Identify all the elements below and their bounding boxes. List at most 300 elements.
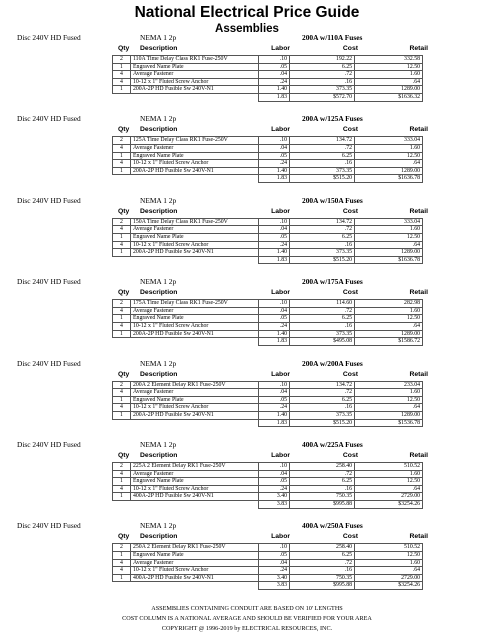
item-description: Engraved Name Plate [131, 551, 259, 559]
table-row [113, 63, 423, 71]
section-category: Disc 240V HD Fused [17, 439, 81, 449]
item-cost: .16 [290, 404, 355, 412]
item-qty: 4 [113, 485, 131, 493]
item-labor: .10 [259, 462, 290, 470]
table-row [113, 307, 423, 315]
item-description: 110A Time Delay Class RK1 Fuse-250V [131, 56, 259, 64]
item-description: Average Fastener [131, 389, 259, 397]
section-category: Disc 240V HD Fused [17, 277, 81, 287]
col-cost: Cost [342, 289, 358, 297]
item-labor: .05 [259, 152, 290, 160]
item-description: 10-12 x 1" Fluted Screw Anchor [131, 322, 259, 330]
col-retail: Retail [409, 45, 428, 52]
item-description: 175A Time Delay Class RK1 Fuse-250V [131, 300, 259, 308]
col-labor: Labor [271, 207, 290, 215]
item-description: 400A-2P HD Fusible Sw 240V-N1 [131, 574, 259, 582]
section-name: 200A w/125A Fuses [302, 114, 363, 124]
items-table [112, 299, 423, 346]
item-cost: .16 [290, 485, 355, 493]
col-retail: Retail [409, 126, 428, 134]
col-qty: Qty [118, 370, 130, 378]
total-retail: $3254.26 [355, 582, 423, 590]
table-row [113, 315, 423, 323]
item-description: 10-12 x 1" Fluted Screw Anchor [131, 78, 259, 86]
item-cost: .16 [290, 567, 355, 575]
column-headers [0, 371, 494, 380]
col-labor: Labor [271, 533, 290, 541]
item-qty: 1 [113, 493, 131, 501]
item-description: 150A Time Delay Class RK1 Fuse-250V [131, 218, 259, 226]
total-labor: 3.83 [259, 582, 290, 590]
item-labor: .10 [259, 381, 290, 389]
table-row [113, 411, 423, 419]
col-qty: Qty [118, 45, 130, 52]
item-labor: .04 [259, 307, 290, 315]
assembly-section [0, 276, 494, 357]
col-cost: Cost [342, 126, 358, 134]
table-row [113, 226, 423, 234]
item-qty: 4 [113, 78, 131, 86]
item-qty: 1 [113, 86, 131, 94]
table-row [113, 233, 423, 241]
item-qty: 4 [113, 567, 131, 575]
table-row [113, 493, 423, 501]
footer-note-cost: COST COLUMN IS A NATIONAL AVERAGE AND SHOULD BE VERIFIED FOR YOUR AREA [122, 615, 372, 622]
table-row [113, 462, 423, 470]
item-cost: .72 [290, 144, 355, 152]
item-qty: 4 [113, 404, 131, 412]
items-table [112, 381, 423, 428]
item-cost: .16 [290, 78, 355, 86]
item-labor: .04 [259, 389, 290, 397]
item-labor: 1.40 [259, 249, 290, 257]
col-cost: Cost [342, 370, 358, 378]
total-cost: $515.20 [290, 256, 355, 264]
item-labor: .10 [259, 56, 290, 64]
item-cost: 373.35 [290, 249, 355, 257]
item-retail: 1289.00 [355, 411, 423, 419]
col-description: Description [140, 451, 178, 459]
section-nema: NEMA 1 2p [140, 195, 177, 205]
column-headers [0, 289, 494, 298]
item-labor: 1.40 [259, 86, 290, 94]
item-qty: 1 [113, 478, 131, 486]
table-row [113, 56, 423, 64]
item-description: 10-12 x 1" Fluted Screw Anchor [131, 241, 259, 249]
section-category: Disc 240V HD Fused [17, 521, 81, 531]
col-description: Description [140, 533, 178, 541]
item-description: Average Fastener [131, 144, 259, 152]
item-labor: .24 [259, 404, 290, 412]
total-row [113, 582, 423, 590]
item-retail: 1289.00 [355, 86, 423, 94]
item-qty: 4 [113, 144, 131, 152]
total-retail: $1636.78 [355, 175, 423, 183]
item-retail: 333.04 [355, 137, 423, 145]
item-description: 10-12 x 1" Fluted Screw Anchor [131, 485, 259, 493]
item-qty: 4 [113, 559, 131, 567]
assembly-section [0, 195, 494, 276]
footer-note-conduit: ASSEMBLIES CONTAINING CONDUIT ARE BASED ON 10' LENGTHS [151, 605, 343, 612]
column-headers [0, 208, 494, 217]
section-category: Disc 240V HD Fused [17, 33, 81, 42]
item-description: Engraved Name Plate [131, 315, 259, 323]
total-retail: $1636.32 [355, 93, 423, 101]
item-labor: .10 [259, 544, 290, 552]
item-cost: 192.22 [290, 56, 355, 64]
table-row [113, 152, 423, 160]
col-qty: Qty [118, 533, 130, 541]
total-row [113, 256, 423, 264]
item-description: Engraved Name Plate [131, 478, 259, 486]
item-cost: .72 [290, 226, 355, 234]
table-row [113, 71, 423, 79]
total-labor: 1.83 [259, 93, 290, 101]
item-description: 125A Time Delay Class RK1 Fuse-250V [131, 137, 259, 145]
column-headers [0, 452, 494, 461]
item-description: Engraved Name Plate [131, 152, 259, 160]
section-category: Disc 240V HD Fused [17, 358, 81, 368]
item-description: 10-12 x 1" Fluted Screw Anchor [131, 404, 259, 412]
item-qty: 1 [113, 411, 131, 419]
item-qty: 1 [113, 249, 131, 257]
item-retail: 333.04 [355, 218, 423, 226]
item-cost: 6.25 [290, 551, 355, 559]
total-cost: $515.20 [290, 419, 355, 427]
table-row [113, 137, 423, 145]
col-qty: Qty [118, 126, 130, 134]
total-labor: 1.83 [259, 419, 290, 427]
item-description: 250A 2 Element Delay RK1 Fuse-250V [131, 544, 259, 552]
item-description: 225A 2 Element Delay RK1 Fuse-250V [131, 462, 259, 470]
total-retail: $1536.78 [355, 419, 423, 427]
item-labor: .05 [259, 551, 290, 559]
item-description: 200A-2P HD Fusible Sw 240V-N1 [131, 86, 259, 94]
table-row [113, 389, 423, 397]
item-retail: 12.50 [355, 551, 423, 559]
col-labor: Labor [271, 370, 290, 378]
table-row [113, 144, 423, 152]
total-cost: $515.20 [290, 175, 355, 183]
total-row [113, 338, 423, 346]
item-description: 200A 2 Element Delay RK1 Fuse-250V [131, 381, 259, 389]
item-labor: .24 [259, 485, 290, 493]
item-cost: 6.25 [290, 478, 355, 486]
items-table [112, 136, 423, 183]
item-cost: 258.40 [290, 544, 355, 552]
item-retail: 332.58 [355, 56, 423, 64]
item-qty: 4 [113, 307, 131, 315]
total-row [113, 93, 423, 101]
item-labor: 1.40 [259, 411, 290, 419]
section-nema: NEMA 1 2p [140, 33, 177, 42]
item-cost: 750.35 [290, 493, 355, 501]
total-row [113, 500, 423, 508]
table-row [113, 322, 423, 330]
section-nema: NEMA 1 2p [140, 114, 177, 124]
item-qty: 1 [113, 396, 131, 404]
item-description: Average Fastener [131, 226, 259, 234]
total-retail: $1586.72 [355, 338, 423, 346]
table-row [113, 544, 423, 552]
item-cost: 750.35 [290, 574, 355, 582]
item-qty: 2 [113, 381, 131, 389]
item-labor: .05 [259, 396, 290, 404]
total-labor: 1.83 [259, 256, 290, 264]
item-retail: .64 [355, 404, 423, 412]
item-labor: 3.40 [259, 574, 290, 582]
item-cost: 134.72 [290, 381, 355, 389]
page-subtitle: Assemblies [215, 23, 279, 35]
item-labor: .04 [259, 71, 290, 79]
total-retail: $3254.26 [355, 500, 423, 508]
items-table [112, 462, 423, 509]
item-qty: 4 [113, 470, 131, 478]
item-labor: .10 [259, 137, 290, 145]
item-cost: 373.35 [290, 330, 355, 338]
table-row [113, 241, 423, 249]
item-cost: .72 [290, 71, 355, 79]
col-description: Description [140, 207, 178, 215]
section-header [0, 276, 494, 287]
item-retail: 12.50 [355, 233, 423, 241]
item-cost: 6.25 [290, 315, 355, 323]
column-headers [0, 126, 494, 135]
total-cost: $995.88 [290, 500, 355, 508]
assembly-section [0, 32, 494, 113]
items-table [112, 55, 423, 102]
item-cost: .72 [290, 389, 355, 397]
item-cost: .16 [290, 160, 355, 168]
item-description: 200A-2P HD Fusible Sw 240V-N1 [131, 167, 259, 175]
assembly-section [0, 439, 494, 520]
col-qty: Qty [118, 451, 130, 459]
item-retail: .64 [355, 241, 423, 249]
section-name: 400A w/250A Fuses [302, 521, 363, 531]
section-name: 200A w/175A Fuses [302, 277, 363, 287]
item-retail: 510.52 [355, 462, 423, 470]
page-title: National Electrical Price Guide [134, 4, 360, 21]
item-retail: .64 [355, 322, 423, 330]
total-row [113, 175, 423, 183]
col-description: Description [140, 126, 178, 134]
item-description: Engraved Name Plate [131, 396, 259, 404]
item-description: 200A-2P HD Fusible Sw 240V-N1 [131, 249, 259, 257]
item-qty: 4 [113, 160, 131, 168]
item-qty: 2 [113, 300, 131, 308]
item-labor: .04 [259, 226, 290, 234]
item-description: Engraved Name Plate [131, 233, 259, 241]
section-nema: NEMA 1 2p [140, 277, 177, 287]
total-labor: 1.83 [259, 338, 290, 346]
table-row [113, 78, 423, 86]
table-row [113, 551, 423, 559]
assembly-section [0, 358, 494, 439]
column-headers [0, 45, 494, 54]
assembly-section [0, 520, 494, 601]
col-description: Description [140, 289, 178, 297]
col-retail: Retail [409, 370, 428, 378]
item-description: Average Fastener [131, 307, 259, 315]
col-retail: Retail [409, 207, 428, 215]
item-description: 200A-2P HD Fusible Sw 240V-N1 [131, 411, 259, 419]
col-labor: Labor [271, 451, 290, 459]
col-retail: Retail [409, 289, 428, 297]
item-qty: 2 [113, 462, 131, 470]
item-cost: 373.35 [290, 86, 355, 94]
table-row [113, 381, 423, 389]
col-retail: Retail [409, 451, 428, 459]
item-retail: 2729.00 [355, 574, 423, 582]
item-retail: 1.60 [355, 226, 423, 234]
item-retail: 12.50 [355, 152, 423, 160]
item-cost: .16 [290, 322, 355, 330]
table-row [113, 485, 423, 493]
item-qty: 4 [113, 226, 131, 234]
item-retail: 1289.00 [355, 167, 423, 175]
section-header [0, 439, 494, 450]
table-row [113, 218, 423, 226]
table-row [113, 470, 423, 478]
item-labor: .05 [259, 63, 290, 71]
item-cost: .72 [290, 559, 355, 567]
item-labor: .04 [259, 559, 290, 567]
item-description: Average Fastener [131, 71, 259, 79]
item-description: 400A-2P HD Fusible Sw 240V-N1 [131, 493, 259, 501]
section-header [0, 32, 494, 43]
table-row [113, 404, 423, 412]
item-cost: 373.35 [290, 411, 355, 419]
table-row [113, 300, 423, 308]
item-retail: 2729.00 [355, 493, 423, 501]
item-qty: 2 [113, 544, 131, 552]
section-name: 200A w/200A Fuses [302, 358, 363, 368]
item-labor: 3.40 [259, 493, 290, 501]
col-qty: Qty [118, 289, 130, 297]
item-qty: 1 [113, 63, 131, 71]
table-row [113, 160, 423, 168]
item-labor: .10 [259, 300, 290, 308]
item-cost: 373.35 [290, 167, 355, 175]
col-labor: Labor [271, 289, 290, 297]
item-description: Engraved Name Plate [131, 63, 259, 71]
item-labor: .05 [259, 233, 290, 241]
item-description: 10-12 x 1" Fluted Screw Anchor [131, 160, 259, 168]
item-retail: 1.60 [355, 470, 423, 478]
table-row [113, 478, 423, 486]
col-cost: Cost [342, 451, 358, 459]
col-cost: Cost [342, 45, 358, 52]
total-row [113, 419, 423, 427]
items-table [112, 543, 423, 590]
item-qty: 1 [113, 551, 131, 559]
item-labor: .04 [259, 144, 290, 152]
item-cost: 6.25 [290, 396, 355, 404]
col-retail: Retail [409, 533, 428, 541]
section-nema: NEMA 1 2p [140, 439, 177, 449]
item-qty: 2 [113, 218, 131, 226]
items-table [112, 218, 423, 265]
section-nema: NEMA 1 2p [140, 521, 177, 531]
item-qty: 2 [113, 137, 131, 145]
item-labor: .24 [259, 78, 290, 86]
item-cost: 134.72 [290, 218, 355, 226]
item-qty: 1 [113, 574, 131, 582]
item-retail: 1.60 [355, 389, 423, 397]
item-cost: 6.25 [290, 63, 355, 71]
item-description: Average Fastener [131, 559, 259, 567]
section-header [0, 195, 494, 206]
item-cost: 114.60 [290, 300, 355, 308]
total-retail: $1636.78 [355, 256, 423, 264]
section-name: 200A w/110A Fuses [302, 33, 363, 42]
total-cost: $572.70 [290, 93, 355, 101]
item-labor: .04 [259, 470, 290, 478]
item-labor: 1.40 [259, 167, 290, 175]
item-qty: 1 [113, 167, 131, 175]
item-cost: .16 [290, 241, 355, 249]
column-headers [0, 533, 494, 542]
col-cost: Cost [342, 533, 358, 541]
item-labor: .24 [259, 160, 290, 168]
col-qty: Qty [118, 207, 130, 215]
col-description: Description [140, 370, 178, 378]
table-row [113, 567, 423, 575]
section-header [0, 358, 494, 369]
item-labor: 1.40 [259, 330, 290, 338]
total-labor: 1.83 [259, 175, 290, 183]
item-qty: 4 [113, 71, 131, 79]
item-labor: .24 [259, 567, 290, 575]
section-category: Disc 240V HD Fused [17, 114, 81, 124]
item-retail: 12.50 [355, 315, 423, 323]
item-labor: .10 [259, 218, 290, 226]
item-qty: 2 [113, 56, 131, 64]
item-retail: 12.50 [355, 478, 423, 486]
col-labor: Labor [271, 45, 290, 52]
item-retail: 1.60 [355, 71, 423, 79]
assembly-sections [0, 32, 494, 602]
footer-copyright: COPYRIGHT @ 1996-2019 by ELECTRICAL RESOURCES, INC. [161, 625, 333, 632]
item-retail: .64 [355, 78, 423, 86]
item-retail: 1.60 [355, 559, 423, 567]
item-labor: .05 [259, 478, 290, 486]
item-retail: 12.50 [355, 63, 423, 71]
item-retail: 282.98 [355, 300, 423, 308]
item-qty: 4 [113, 389, 131, 397]
item-retail: .64 [355, 485, 423, 493]
item-cost: 6.25 [290, 152, 355, 160]
table-row [113, 574, 423, 582]
item-cost: .72 [290, 470, 355, 478]
item-qty: 1 [113, 330, 131, 338]
table-row [113, 86, 423, 94]
total-labor: 3.83 [259, 500, 290, 508]
item-description: Average Fastener [131, 470, 259, 478]
item-retail: 510.52 [355, 544, 423, 552]
section-name: 400A w/225A Fuses [302, 439, 363, 449]
table-row [113, 330, 423, 338]
item-labor: .24 [259, 322, 290, 330]
item-cost: .72 [290, 307, 355, 315]
item-retail: 12.50 [355, 396, 423, 404]
item-retail: 1289.00 [355, 249, 423, 257]
item-labor: .24 [259, 241, 290, 249]
item-retail: 233.04 [355, 381, 423, 389]
item-cost: 134.72 [290, 137, 355, 145]
item-description: 10-12 x 1" Fluted Screw Anchor [131, 567, 259, 575]
item-qty: 1 [113, 315, 131, 323]
